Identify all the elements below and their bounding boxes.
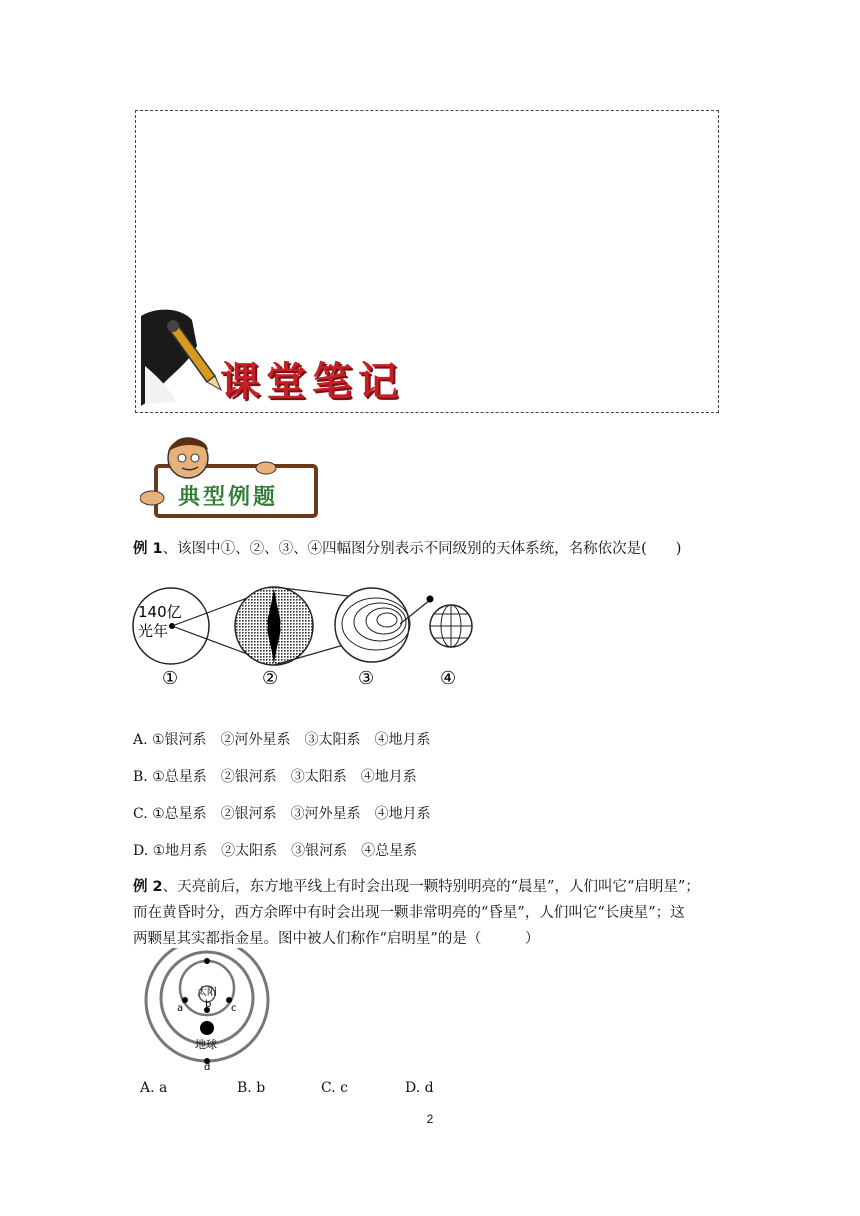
q1-option-a: A. ①银河系 ②河外星系 ③太阳系 ④地月系 <box>133 732 431 748</box>
marker-3: ③ <box>358 668 375 689</box>
distance-label-line1: 140亿 <box>138 603 182 621</box>
page-number: 2 <box>426 1112 434 1126</box>
question-1-text: 、该图中①、②、③、④四幅图分别表示不同级别的天体系统，名称依次是( ) <box>162 541 682 557</box>
marker-4: ④ <box>440 668 457 689</box>
question-1-number: 例 1 <box>133 541 163 557</box>
point-a: a <box>177 1003 184 1014</box>
q2-option-c: C. c <box>321 1080 348 1096</box>
notes-title: 课堂笔记 <box>220 359 404 405</box>
point-c: c <box>231 1003 237 1014</box>
question-2 <box>133 874 733 952</box>
distance-label-line2: 光年 <box>138 622 169 640</box>
sun-label: 太阳 <box>197 987 217 998</box>
earth-label: 地球 <box>195 1038 217 1051</box>
earth <box>200 1021 214 1035</box>
q1-option-c: C. ①总星系 ②银河系 ③河外星系 ④地月系 <box>133 806 431 822</box>
q2-option-d: D. d <box>405 1080 434 1096</box>
examples-title: 典型例题 <box>178 485 279 510</box>
question-2-line1: 、天亮前后，东方地平线上有时会出现一颗特别明亮的“晨星”，人们叫它“启明星”； <box>162 879 700 895</box>
q1-option-d: D. ①地月系 ②太阳系 ③银河系 ④总星系 <box>133 843 418 859</box>
pencil-figure-icon <box>137 306 227 410</box>
celestial-systems-diagram <box>128 584 488 694</box>
question-2-number: 例 2 <box>133 879 163 895</box>
q1-option-b: B. ①总星系 ②银河系 ③太阳系 ④地月系 <box>133 769 417 785</box>
point-b: b <box>205 999 212 1010</box>
marker-1: ① <box>162 668 179 689</box>
circle-3 <box>335 588 409 662</box>
q2-option-b: B. b <box>237 1080 266 1096</box>
point-d: d <box>204 1062 211 1070</box>
venus-orbit-diagram <box>140 948 280 1070</box>
question-2-line2: 而在黄昏时分，西方余晖中有时会出现一颗非常明亮的“昏星”，人们叫它“长庚星”；这 <box>133 905 685 921</box>
marker-2: ② <box>262 668 279 689</box>
question-1 <box>133 536 733 562</box>
q2-option-a: A. a <box>140 1080 168 1096</box>
question-2-line3: 两颗星其实都指金星。图中被人们称作“启明星”的是（ ） <box>133 931 540 947</box>
